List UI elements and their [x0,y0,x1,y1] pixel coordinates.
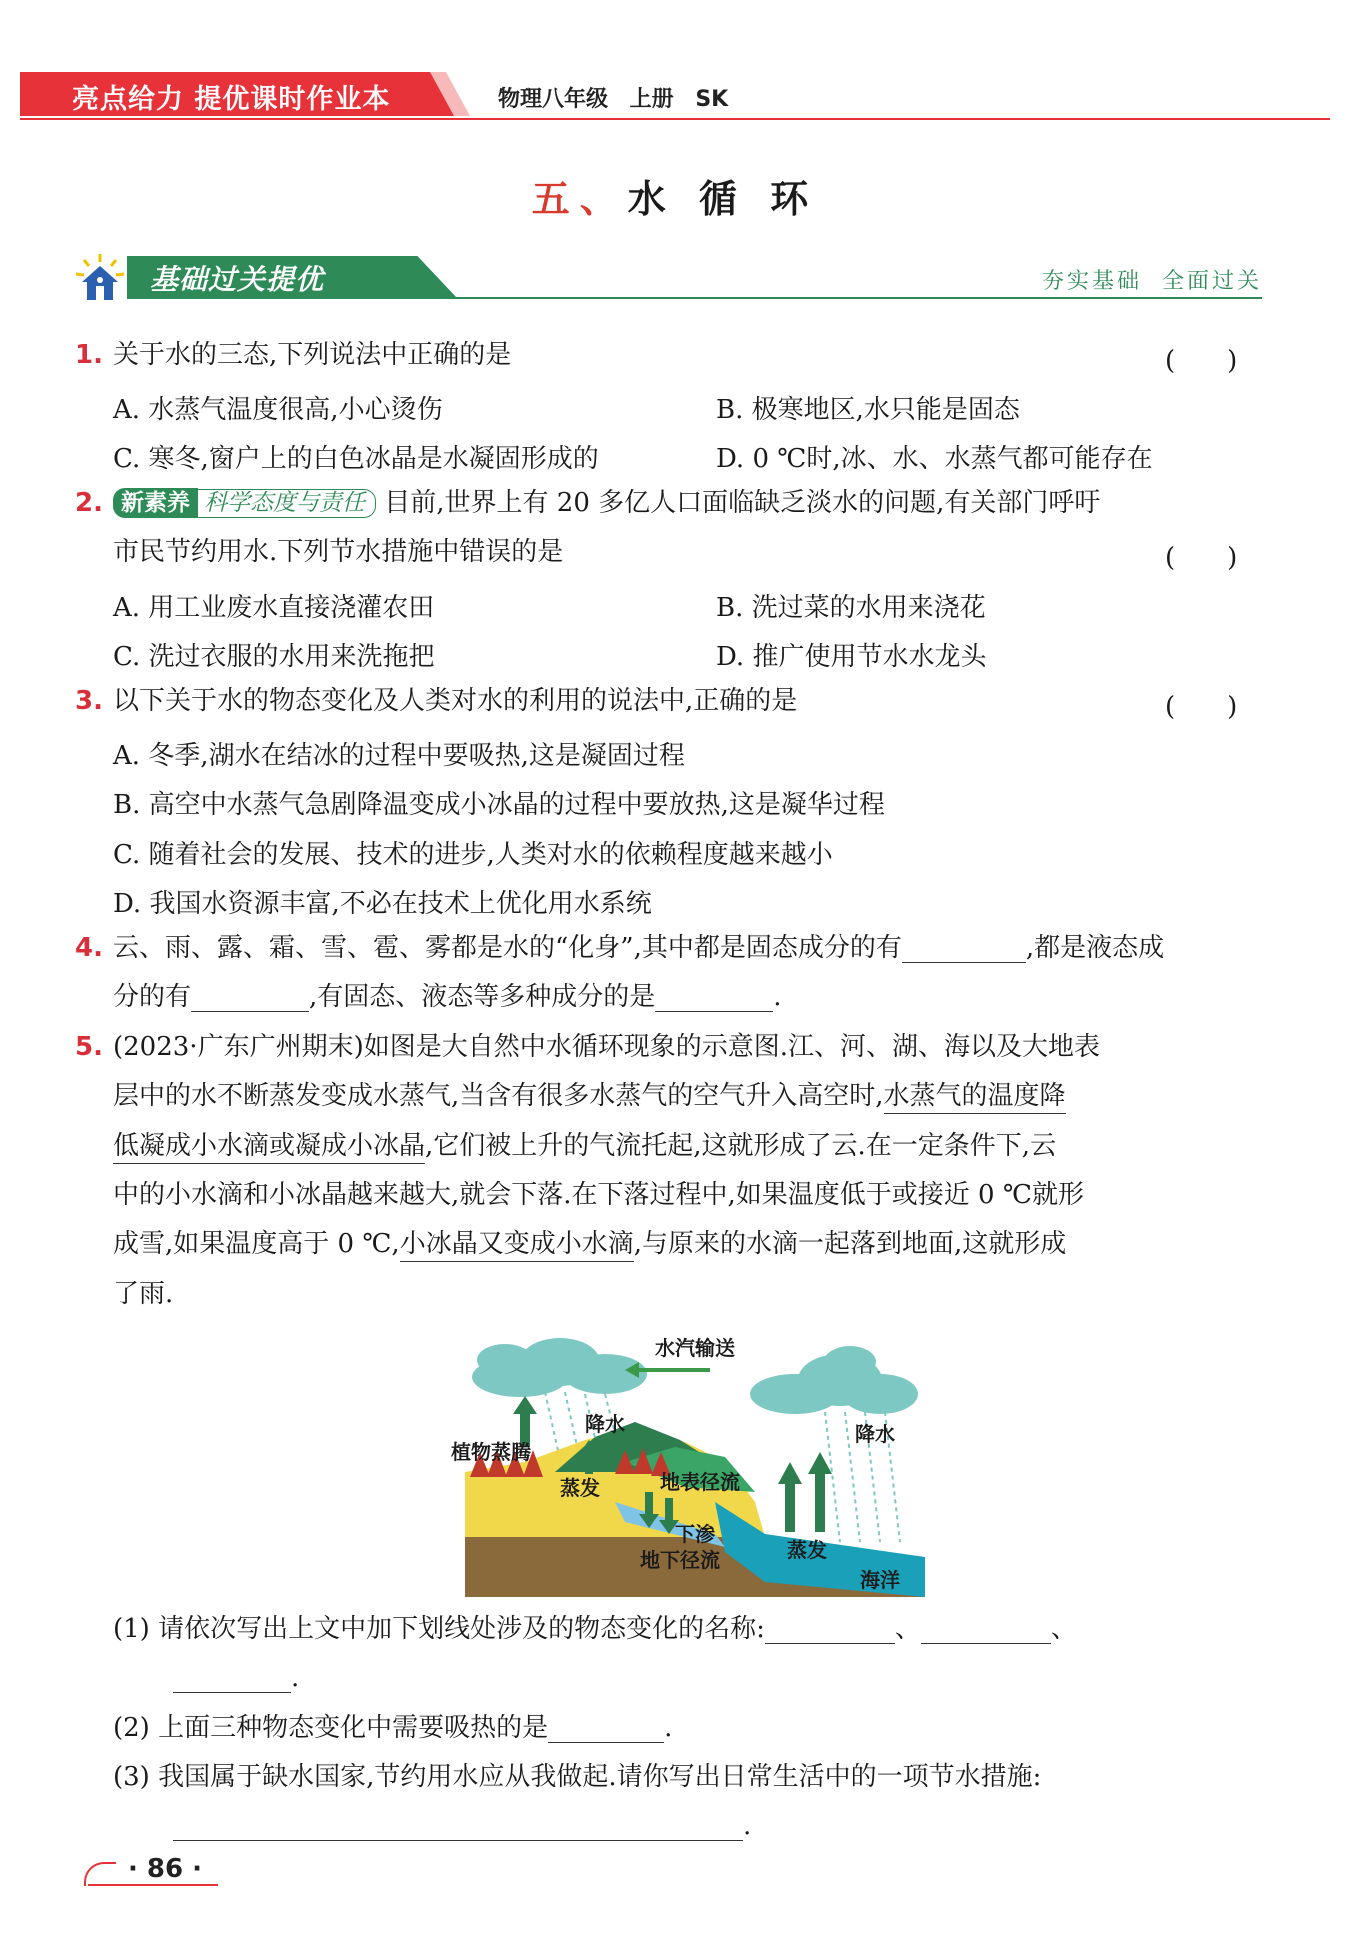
q5-underline-2: 小冰晶又变成小水滴 [400,1229,634,1262]
q5-underline-1b: 低凝成小水滴或凝成小冰晶 [113,1131,425,1164]
q2-tag-topic: 科学态度与责任 [198,489,376,518]
q5-line5 [113,1229,1066,1259]
q4-line1 [113,933,1164,963]
q5-sub2 [113,1713,672,1743]
q5-underline-1a: 水蒸气的温度降 [884,1081,1066,1114]
title-number: 五、 [531,176,628,221]
q2-stem-line1 [113,488,1100,520]
section-header [72,250,1262,306]
q4-text5: . [773,982,782,1012]
transport-arrow-icon [625,1362,710,1378]
label-precip-left: 降水 [585,1412,625,1436]
q5-sub1-blank-1[interactable] [765,1617,895,1644]
q3-stem: 以下关于水的物态变化及人类对水的利用的说法中,正确的是 [113,686,798,716]
label-underground-runoff: 地下径流 [640,1548,720,1572]
q5-sub1-line2 [173,1663,299,1693]
q1-option-b: B. 极寒地区,水只能是固态 [716,395,1020,425]
header-rule [20,118,1330,120]
q2-option-d: D. 推广使用节水水龙头 [716,642,987,672]
q1-stem: 关于水的三态,下列说法中正确的是 [113,340,512,370]
q3-option-a: A. 冬季,湖水在结冰的过程中要吸热,这是凝固过程 [113,741,685,771]
q4-text4: ,有固态、液态等多种成分的是 [309,982,656,1012]
q2-option-a: A. 用工业废水直接浇灌农田 [113,593,435,623]
q4-blank-mixed[interactable] [655,985,773,1012]
q2-option-c: C. 洗过衣服的水用来洗拖把 [113,642,435,672]
q5-line3 [113,1131,1056,1161]
page-number-rule [88,1884,218,1886]
q2-stem-line2: 市民节约用水.下列节水措施中错误的是 [113,537,564,567]
q4-blank-liquid[interactable] [191,985,309,1012]
label-vapor-transport: 水汽输送 [655,1336,735,1360]
q3-number: 3. [75,686,103,716]
q3-option-c: C. 随着社会的发展、技术的进步,人类对水的依赖程度越来越小 [113,840,833,870]
q4-line2 [113,982,782,1012]
q1-answer-paren: ( ) [1165,346,1238,376]
q5-sub3-line2 [173,1811,751,1841]
q5-sub1-sep1: 、 [894,1614,921,1644]
label-precip-right: 降水 [855,1422,895,1446]
lighthouse-icon [72,250,128,306]
label-ocean: 海洋 [860,1568,900,1592]
q4-text1: 云、雨、露、霜、雪、雹、雾都是水的“化身”,其中都是固态成分的有 [113,933,902,963]
page-number-ornament [84,1862,116,1886]
label-evap-sea: 蒸发 [787,1538,827,1562]
q5-sub1-line1 [113,1614,1077,1644]
q5-line4: 中的小水滴和小冰晶越来越大,就会下落.在下落过程中,如果温度低于或接近 0 ℃就形 [113,1180,1084,1210]
q5-sub1-blank-3[interactable] [173,1666,291,1693]
q4-text3: 分的有 [113,982,192,1012]
label-evap-land: 蒸发 [560,1476,600,1500]
q3-answer-paren: ( ) [1165,692,1238,722]
q5-sub1-blank-2[interactable] [921,1617,1051,1644]
q2-tag-new: 新素养 [113,488,198,518]
page-title [0,168,1350,223]
q1-option-d: D. 0 ℃时,冰、水、水蒸气都可能存在 [716,444,1153,474]
label-infiltration: 下渗 [675,1522,715,1546]
q5-number: 5. [75,1032,103,1062]
page-number: · 86 · [128,1854,203,1884]
cloud-left-icon [472,1338,647,1397]
q5-line5-text-a: 成雪,如果温度高于 0 ℃, [113,1229,400,1259]
section-rule [127,297,1262,299]
q5-sub2-blank[interactable] [548,1716,664,1743]
q5-line3-text: ,它们被上升的气流托起,这就形成了云.在一定条件下,云 [425,1131,1057,1161]
q1-option-a: A. 水蒸气温度很高,小心烫伤 [113,395,443,425]
q5-line2-text: 层中的水不断蒸发变成水蒸气,当含有很多水蒸气的空气升入高空时, [113,1081,884,1111]
q5-sub2-end: . [664,1713,673,1743]
title-text: 水 循 环 [627,176,819,221]
q4-number: 4. [75,933,103,963]
label-surface-runoff: 地表径流 [660,1470,740,1494]
q5-sub3-line1: (3) 我国属于缺水国家,节约用水应从我做起.请你写出日常生活中的一项节水措施: [113,1762,1042,1792]
section-slogan: 夯实基础 全面过关 [1042,269,1262,294]
q1-option-c: C. 寒冬,窗户上的白色冰晶是水凝固形成的 [113,444,599,474]
q5-sub3-blank[interactable] [173,1814,743,1841]
q2-number: 2. [75,488,103,518]
cloud-right-icon [750,1346,918,1414]
q5-sub1-sep2: 、 [1050,1614,1077,1644]
q5-line1: (2023·广东广州期末)如图是大自然中水循环现象的示意图.江、河、湖、海以及大地表 [113,1032,1100,1062]
label-transpiration: 植物蒸腾 [451,1440,531,1464]
q5-sub1-text: (1) 请依次写出上文中加下划线处涉及的物态变化的名称: [113,1614,765,1644]
q3-option-d: D. 我国水资源丰富,不必在技术上优化用水系统 [113,889,652,919]
q2-tag [113,487,376,518]
header-brand: 亮点给力 提优课时作业本 [72,84,391,115]
q3-option-b: B. 高空中水蒸气急剧降温变成小冰晶的过程中要放热,这是凝华过程 [113,790,885,820]
q4-text2: ,都是液态成 [1025,933,1165,963]
q5-sub3-end: . [743,1811,752,1841]
q5-sub2-text: (2) 上面三种物态变化中需要吸热的是 [113,1713,549,1743]
q2-answer-paren: ( ) [1165,543,1238,573]
q5-line5-text-b: ,与原来的水滴一起落到地面,这就形成 [633,1229,1067,1259]
q5-line2 [113,1081,1066,1111]
water-cycle-diagram [451,1322,925,1597]
q2-stem-text1: 目前,世界上有 20 多亿人口面临缺乏淡水的问题,有关部门呼吁 [384,488,1101,518]
q1-number: 1. [75,340,103,370]
q5-sub1-end: . [291,1663,300,1693]
q5-line6: 了雨. [113,1279,174,1309]
q4-blank-solid[interactable] [902,936,1026,963]
section-label: 基础过关提优 [150,263,325,296]
header-subject: 物理八年级 上册 SK [498,87,729,112]
q2-option-b: B. 洗过菜的水用来浇花 [716,593,986,623]
